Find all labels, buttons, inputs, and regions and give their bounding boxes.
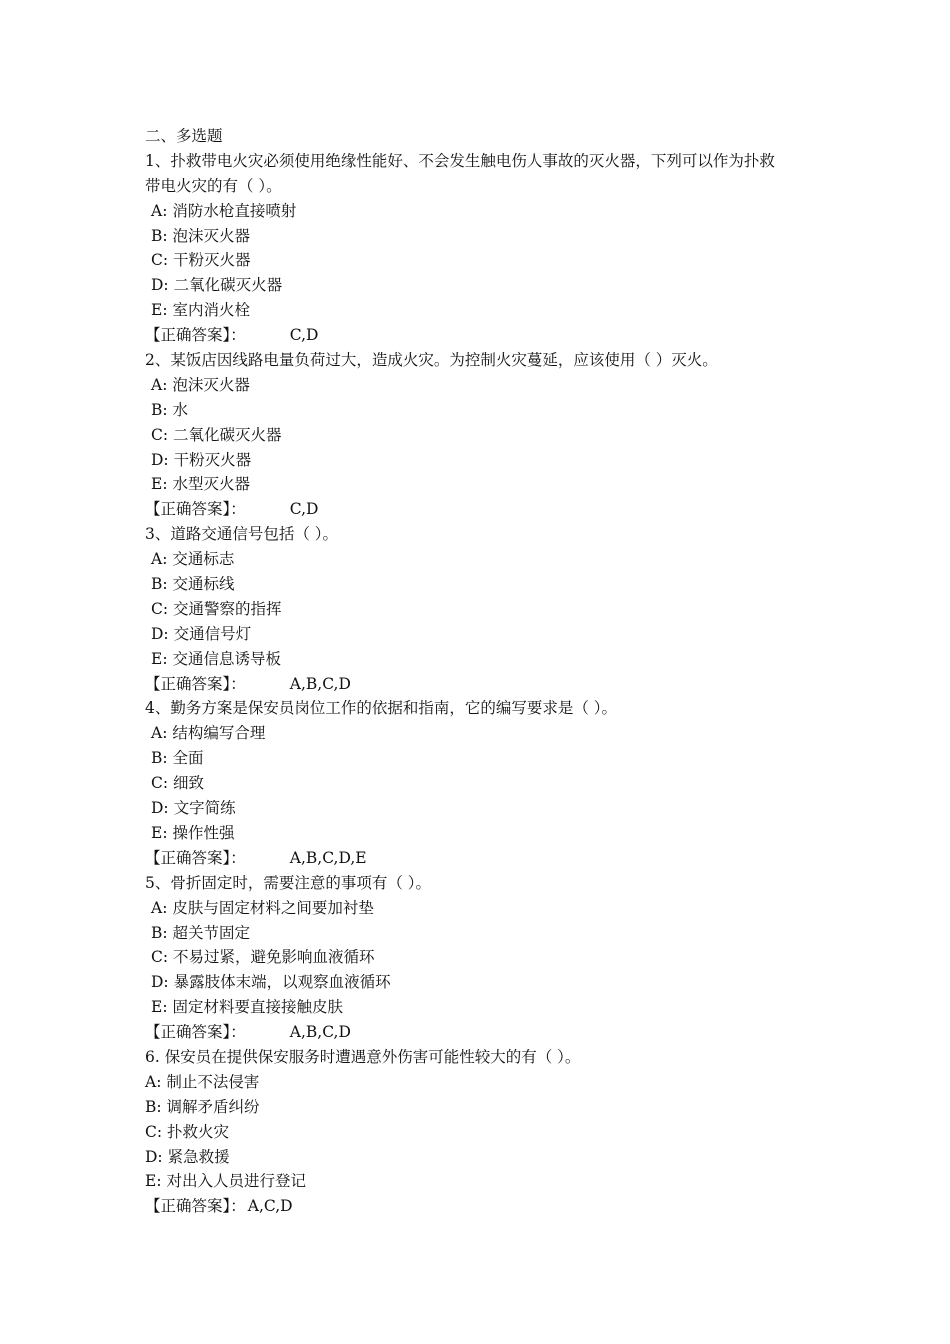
question-stem: 5、骨折固定时，需要注意的事项有（ ）。 [145,873,432,892]
answer-label: 【正确答案】： [145,848,246,867]
option-b: B: 泡沫灭火器 [151,226,251,245]
answer-label: 【正确答案】： [145,326,246,345]
question-stem: 2、某饭店因线路电量负荷过大，造成火灾。为控制火灾蔓延，应该使用（ ）灭火。 [145,351,718,370]
question-stem: 3、道路交通信号包括（ ）。 [145,525,339,544]
option-a: A: 制止不法侵害 [145,1072,260,1091]
option-d: D: 二氧化碳灭火器 [151,276,283,295]
option-b: B: 水 [151,400,189,419]
option-a: A: 交通标志 [151,550,235,569]
answer-row [145,323,825,348]
answer-value: C,D [289,500,319,519]
question-stem: 1、扑救带电火灾必须使用绝缘性能好、不会发生触电伤人事故的灭火器，下列可以作为扑救 [145,151,775,170]
option-e: E: 交通信息诱导板 [151,649,281,668]
answer-label: 【正确答案】： [145,1197,246,1216]
answer-label: 【正确答案】： [145,674,246,693]
option-e: E: 操作性强 [151,823,235,842]
answer-value: A,C,D [247,1197,293,1216]
option-c: C: 扑救火灾 [145,1122,230,1141]
option-d: D: 交通信号灯 [151,624,252,643]
option-c: C: 细致 [151,774,205,793]
answer-value: A,B,C,D [289,674,351,693]
option-a: A: 皮肤与固定材料之间要加衬垫 [151,898,374,917]
question-5 [145,871,825,1045]
answer-label: 【正确答案】： [145,500,246,519]
question-list [145,124,825,1219]
answer-row [145,846,825,871]
option-d: D: 文字简练 [151,799,236,818]
question-stem: 4、勤务方案是保安员岗位工作的依据和指南，它的编写要求是（ ）。 [145,699,618,718]
option-e: E: 固定材料要直接接触皮肤 [151,998,343,1017]
question-1 [145,149,825,348]
answer-row [145,1194,825,1219]
section-title: 二、多选题 [145,127,223,145]
option-e: E: 室内消火栓 [151,301,250,320]
question-3 [145,522,825,696]
answer-row [145,497,825,522]
option-d: D: 干粉灭火器 [151,450,252,469]
option-c: C: 干粉灭火器 [151,251,251,270]
answer-value: A,B,C,D [289,1023,351,1042]
option-b: B: 调解矛盾纠纷 [145,1097,260,1116]
option-d: D: 紧急救援 [145,1147,230,1166]
question-stem: 6. 保安员在提供保安服务时遭遇意外伤害可能性较大的有（ ）。 [145,1047,581,1066]
option-a: A: 泡沫灭火器 [151,375,250,394]
option-b: B: 全面 [151,749,204,768]
option-c: C: 二氧化碳灭火器 [151,425,282,444]
answer-value: C,D [289,326,319,345]
answer-row [145,1020,825,1045]
option-b: B: 交通标线 [151,575,235,594]
option-d: D: 暴露肢体末端，以观察血液循环 [151,973,391,992]
question-stem-continued: 带电火灾的有（ ）。 [145,176,282,195]
option-a: A: 结构编写合理 [151,724,266,743]
option-a: A: 消防水枪直接喷射 [151,201,297,220]
option-c: C: 交通警察的指挥 [151,599,282,618]
answer-value: A,B,C,D,E [289,848,367,867]
question-2 [145,348,825,522]
option-e: E: 对出入人员进行登记 [145,1172,306,1191]
option-e: E: 水型灭火器 [151,475,250,494]
question-4 [145,696,825,870]
question-6 [145,1045,825,1219]
answer-row [145,672,825,697]
answer-label: 【正确答案】： [145,1023,246,1042]
option-c: C: 不易过紧，避免影响血液循环 [151,948,375,967]
option-b: B: 超关节固定 [151,923,251,942]
